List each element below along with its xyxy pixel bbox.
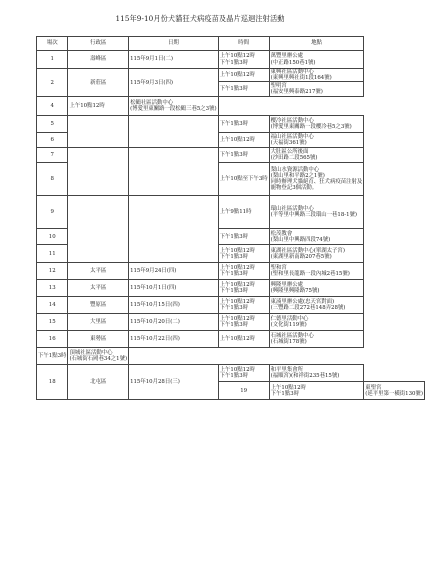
place-cell <box>269 51 364 69</box>
table-row <box>37 116 425 133</box>
cell-text: 115年10月15日(四) <box>130 302 180 309</box>
time-cell <box>218 196 269 229</box>
session-number-cell <box>37 69 68 97</box>
cell-text: 仁德里活動中心 <box>270 316 309 323</box>
place-cell <box>269 365 364 382</box>
session-number-cell <box>37 263 68 280</box>
place-cell <box>269 69 364 82</box>
table-row <box>37 69 425 82</box>
cell-text: 聖明宮 <box>270 83 287 90</box>
time-text: 上午10點12時 <box>219 282 255 289</box>
time-cell <box>218 365 269 382</box>
place-cell <box>269 229 364 245</box>
time-text: 下午1點3時 <box>219 305 249 312</box>
cell-text: 松茂教會 <box>270 230 293 237</box>
time-text: 上午10點12時 <box>219 53 255 60</box>
district-cell <box>68 116 129 148</box>
cell-text: 12 <box>48 268 56 275</box>
session-number-cell <box>218 382 269 400</box>
session-number-cell <box>37 280 68 297</box>
date-cell <box>129 196 219 263</box>
time-cell <box>218 297 269 314</box>
cell-text: (天福街361號) <box>270 140 307 147</box>
cell-text: 115年10月20日(二) <box>130 319 180 326</box>
cell-text: 梨山水資源活動中心 <box>270 167 320 173</box>
cell-text: 北屯區 <box>90 379 107 386</box>
header-place: 地點 <box>269 37 364 51</box>
time-text: 下午1點3時 <box>219 288 249 295</box>
cell-text: 16 <box>48 336 56 343</box>
session-number-cell <box>37 297 68 314</box>
session-number-cell <box>37 133 68 148</box>
session-number-cell <box>37 163 68 196</box>
place-cell <box>269 148 364 163</box>
date-cell <box>129 297 219 314</box>
district-cell <box>68 365 129 400</box>
session-number-cell <box>37 314 68 331</box>
time-text: 下午1點3時 <box>219 253 249 260</box>
time-text: 上午10點12時 <box>219 336 255 343</box>
district-cell <box>68 51 129 69</box>
table-row <box>37 196 425 229</box>
cell-text: 115年10月1日(四) <box>130 285 177 292</box>
cell-text: 新莊區 <box>90 79 107 86</box>
cell-text: 9 <box>50 209 54 216</box>
time-text: 下午1點3時 <box>270 390 300 397</box>
cell-text: 太平區 <box>90 268 107 275</box>
time-cell <box>218 116 269 133</box>
table-row <box>37 365 425 382</box>
cell-text: 東湳里辦公處(忠天宮對面) <box>270 299 335 306</box>
table-row <box>37 331 425 348</box>
cell-text: 太平區 <box>90 285 107 292</box>
time-text: 上午10點12時 <box>219 265 255 272</box>
district-cell <box>68 148 129 196</box>
cell-text: (延平里第一橫街130號) <box>365 390 423 397</box>
table-row <box>37 297 425 314</box>
time-cell <box>218 51 269 69</box>
cell-text: (石城街石岡巷34之1號) <box>69 356 128 363</box>
cell-text: 19 <box>240 387 248 394</box>
cell-text: 115年10月28日(三) <box>130 379 180 386</box>
date-cell <box>129 116 219 148</box>
date-cell <box>129 365 219 400</box>
cell-text: (福安里興泰路217號) <box>270 89 323 96</box>
place-cell <box>269 245 364 263</box>
time-cell <box>68 97 129 116</box>
place-cell <box>269 263 364 280</box>
table-body <box>37 51 425 400</box>
cell-text: 大肚區公所後面 <box>270 149 309 156</box>
district-cell <box>68 297 129 314</box>
district-cell <box>68 331 129 348</box>
session-number-cell <box>37 97 68 116</box>
cell-text: 寵物登記3個活動。 <box>270 185 318 192</box>
cell-text: 東湖社區活動中心(單湖太子宮) <box>270 247 345 254</box>
cell-text: 松鶴社區活動中心 <box>130 100 174 107</box>
table-row <box>37 314 425 331</box>
cell-text: 115年9月1日(二) <box>130 56 173 63</box>
time-text: 下午1點3時 <box>219 233 249 240</box>
place-cell <box>269 331 364 348</box>
time-text: 上午10點12時 <box>219 247 255 254</box>
date-cell <box>129 331 219 348</box>
date-cell <box>129 51 219 69</box>
cell-text: 13 <box>48 285 56 292</box>
time-text: 下午1點3時 <box>219 322 249 329</box>
table-row <box>37 148 425 163</box>
time-text: 上午10點至下午3時 <box>219 176 268 183</box>
cell-text: 東興社區活動中心 <box>270 69 314 75</box>
time-text: 下午1點3時 <box>219 86 249 93</box>
date-cell <box>129 148 219 196</box>
cell-text: (博愛里東關路一段松鶴三巷5之3號) <box>130 106 217 113</box>
place-cell <box>269 297 364 314</box>
cell-text: (梨山里中興路四段74號) <box>270 236 331 243</box>
cell-text: (聖和里長龍路一段內城2巷15號) <box>270 271 350 278</box>
time-text: 上午10點12時 <box>219 72 255 79</box>
time-text: 上午10點12時 <box>219 367 255 374</box>
place-cell <box>269 280 364 297</box>
cell-text: 壽峰區 <box>90 56 107 63</box>
cell-text: 豐原區 <box>90 302 107 309</box>
cell-text: 櫻冷社區活動中心 <box>270 118 314 125</box>
time-cell <box>218 148 269 163</box>
time-cell <box>218 245 269 263</box>
cell-text: (東湖里新南路207巷5號) <box>270 253 332 260</box>
cell-text: 同時辦理犬貓絕育、狂犬病疫苗注射及 <box>270 179 363 186</box>
cell-text: 4 <box>50 103 54 110</box>
date-cell <box>129 314 219 331</box>
table-row <box>37 51 425 69</box>
district-cell <box>68 196 129 263</box>
place-cell <box>129 97 219 116</box>
time-text: 下午1點3時 <box>219 121 249 128</box>
cell-text: (平等里中興路三段環山一巷18-1號) <box>270 212 358 219</box>
place-cell <box>269 133 364 148</box>
district-cell <box>68 314 129 331</box>
time-text: 下午1點3時 <box>38 353 67 360</box>
place-cell <box>68 348 129 365</box>
date-cell <box>129 69 219 97</box>
cell-text: 15 <box>48 319 56 326</box>
cell-text: 115年9月24日(四) <box>130 268 177 275</box>
place-cell <box>269 82 364 97</box>
cell-text: 1 <box>50 56 54 63</box>
cell-text: 東勢區 <box>90 336 107 343</box>
cell-text: 頂城社區活動中心 <box>69 350 113 357</box>
district-cell <box>68 280 129 297</box>
table-row <box>37 97 425 116</box>
cell-text: (中正路150巷1號) <box>270 59 316 66</box>
cell-text: 115年9月3日(四) <box>130 79 173 86</box>
time-cell <box>218 69 269 82</box>
cell-text: (東興里興社街1段164號) <box>270 75 332 82</box>
time-text: 上午10點12時 <box>219 299 255 306</box>
cell-text: (博愛里東關路一段櫻冷巷5之3號) <box>270 124 352 131</box>
time-cell <box>218 331 269 348</box>
cell-text: 石城社區活動中心 <box>270 333 314 340</box>
session-number-cell <box>37 245 68 263</box>
time-text: 上午10點12時 <box>219 137 255 144</box>
cell-text: (文化街119號) <box>270 322 307 329</box>
district-cell <box>68 263 129 280</box>
time-text: 下午1點3時 <box>219 271 249 278</box>
cell-text: 大里區 <box>90 319 107 326</box>
time-cell <box>218 314 269 331</box>
session-number-cell <box>37 365 68 400</box>
table-row <box>37 263 425 280</box>
time-cell <box>218 133 269 148</box>
cell-text: (石城街178號) <box>270 339 307 346</box>
header-time: 時間 <box>218 37 269 51</box>
cell-text: 14 <box>48 302 56 309</box>
time-cell <box>218 263 269 280</box>
cell-text: 東聖宮 <box>365 384 382 391</box>
schedule-table <box>36 36 425 400</box>
schedule-table-wrapper <box>36 36 425 400</box>
cell-text: 2 <box>50 79 54 86</box>
session-number-cell <box>37 196 68 229</box>
cell-text: (三豐路二段272巷148弄28號) <box>270 305 346 312</box>
session-number-cell <box>37 116 68 133</box>
time-text: 上午10點12時 <box>270 384 306 391</box>
cell-text: 和平里集會所 <box>270 367 303 374</box>
time-cell <box>218 280 269 297</box>
date-cell <box>129 263 219 280</box>
table-header-row <box>37 37 425 51</box>
place-cell <box>269 314 364 331</box>
time-text: 上午9點11時 <box>219 209 252 216</box>
date-cell <box>129 280 219 297</box>
cell-text: 10 <box>48 233 56 240</box>
cell-text: 興隆里辦公處 <box>270 282 303 289</box>
header-no: 場次 <box>37 37 68 51</box>
place-cell <box>269 116 364 133</box>
session-number-cell <box>37 148 68 163</box>
time-cell <box>37 348 68 365</box>
time-cell <box>218 229 269 245</box>
cell-text: (梨山里和平路2之1號) <box>270 173 325 180</box>
session-number-cell <box>37 331 68 348</box>
time-text: 下午1點3時 <box>219 373 249 380</box>
header-date: 日期 <box>129 37 219 51</box>
cell-text: 11 <box>48 250 56 257</box>
cell-text: 福山社區活動中心 <box>270 134 314 141</box>
cell-text: 115年10月22日(四) <box>130 336 180 343</box>
time-cell <box>218 82 269 97</box>
place-cell <box>269 163 364 196</box>
cell-text: 18 <box>48 379 56 386</box>
time-text: 下午1點3時 <box>219 152 249 159</box>
session-number-cell <box>37 229 68 245</box>
district-cell <box>68 69 129 97</box>
time-cell <box>269 382 364 400</box>
cell-text: (興隆里興隆路75號) <box>270 288 320 295</box>
place-cell <box>364 382 425 400</box>
place-cell <box>269 196 364 229</box>
time-text: 上午10點12時 <box>69 103 105 110</box>
header-district: 行政區 <box>68 37 129 51</box>
cell-text: 7 <box>50 152 54 159</box>
time-text: 下午1點3時 <box>219 59 249 66</box>
page-title: 115年9-10月份犬貓狂犬病疫苗及晶片巡迴注射活動 <box>115 14 285 23</box>
cell-text: 聖和宮 <box>270 265 287 272</box>
cell-text: 6 <box>50 137 54 144</box>
cell-text: (福順宮)(和祥街235巷15號) <box>270 373 340 380</box>
cell-text: 萬豐里辦公處 <box>270 53 303 60</box>
cell-text: 環山社區活動中心 <box>270 206 314 213</box>
cell-text: 8 <box>50 176 54 183</box>
session-number-cell <box>37 51 68 69</box>
time-cell <box>218 163 269 196</box>
table-row <box>37 280 425 297</box>
cell-text: (沙田路二段565號) <box>270 155 318 162</box>
table-row <box>37 348 425 365</box>
time-text: 上午10點12時 <box>219 316 255 323</box>
cell-text: 5 <box>50 121 54 128</box>
